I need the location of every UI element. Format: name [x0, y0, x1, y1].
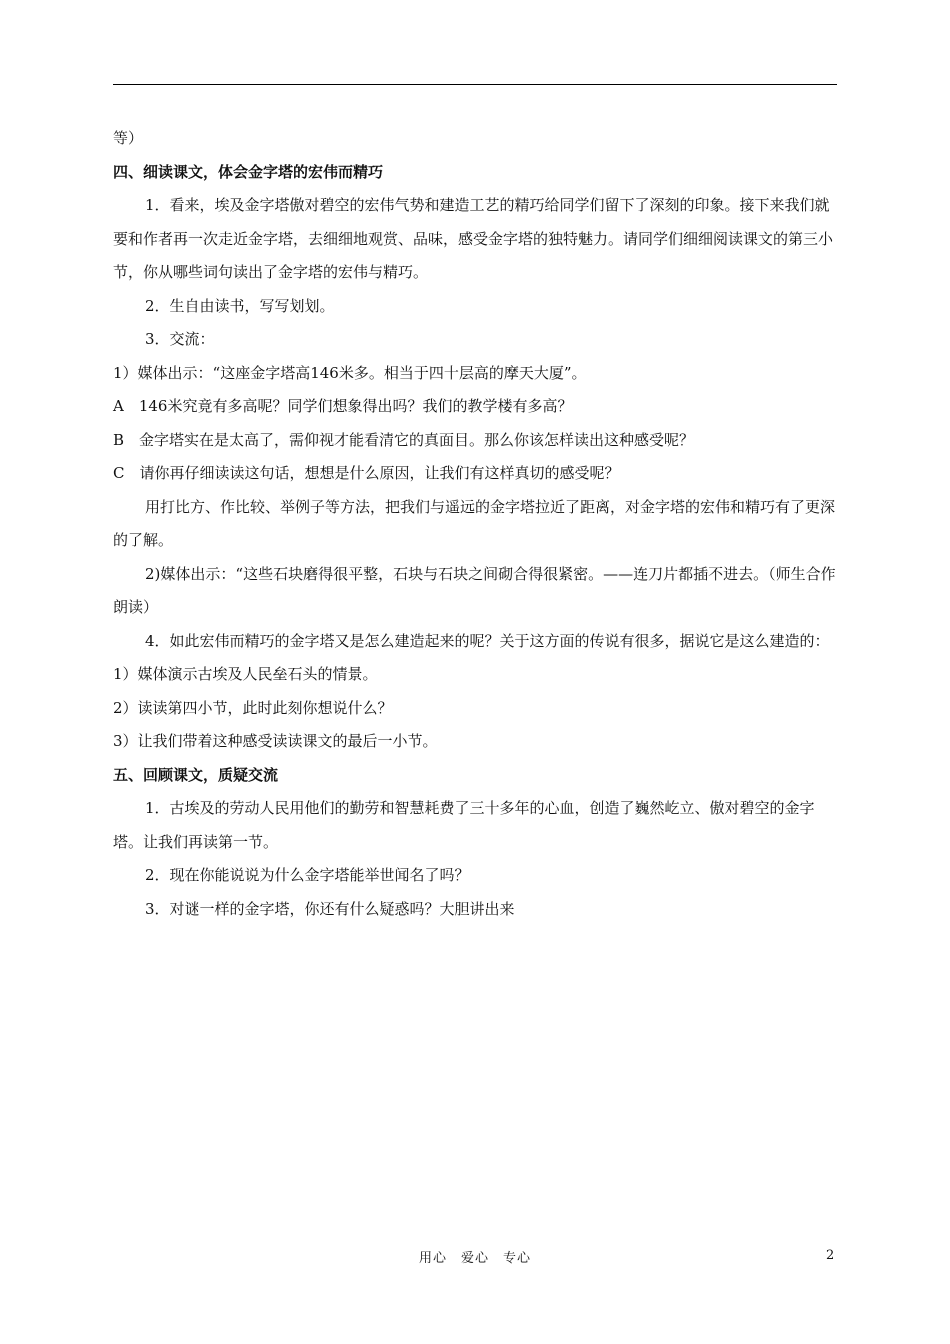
paragraph-media-1: 1）媒体出示：“这座金字塔高146米多。相当于四十层高的摩天大厦”。 — [113, 363, 587, 382]
paragraph-media-2: 2)媒体出示：“这些石块磨得很平整，石块与石块之间砌合得很紧密。——连刀片都插不进去。（师生合作朗读） — [113, 564, 836, 616]
paragraph-review-1: 1．古埃及的劳动人民用他们的勤劳和智慧耗费了三十多年的心血，创造了巍然屹立、傲对碧空的金字塔。让我们再读第一节。 — [113, 799, 815, 851]
section-heading-five: 五、回顾课文，质疑交流 — [113, 765, 279, 784]
header-rule — [113, 84, 837, 85]
paragraph-review-3: 3．对谜一样的金字塔，你还有什么疑惑吗？大胆讲出来 — [145, 899, 515, 918]
paragraph-step-4: 4．如此宏伟而精巧的金字塔又是怎么建造起来的呢？关于这方面的传说有很多，据说它是这么建造的： — [145, 631, 830, 650]
page-number: 2 — [826, 1248, 835, 1263]
paragraph-step-3: 3．交流： — [145, 330, 215, 348]
paragraph-step-2: 2．生自由读书，写写划划。 — [145, 296, 335, 315]
paragraph-item-c: C 请你再仔细读读这句话，想想是什么原因，让我们有这样真切的感受呢？ — [113, 464, 620, 482]
paragraph-review-2: 2．现在你能说说为什么金字塔能举世闻名了吗？ — [145, 866, 470, 884]
paragraph-summary: 用打比方、作比较、举例子等方法，把我们与遥远的金字塔拉近了距离，对金字塔的宏伟和精巧有了更深的了解。 — [113, 497, 836, 549]
footer-motto: 用心 爱心 专心 — [418, 1251, 531, 1266]
paragraph-item-b: B 金字塔实在是太高了，需仰视才能看清它的真面目。那么你该怎样读出这种感受呢？ — [113, 430, 695, 449]
section-heading-four: 四、细读课文，体会金字塔的宏伟而精巧 — [113, 162, 384, 181]
paragraph-sub-2: 2）读读第四小节，此时此刻你想说什么？ — [113, 698, 393, 717]
paragraph-sub-1: 1）媒体演示古埃及人民垒石头的情景。 — [113, 665, 378, 683]
document-body — [113, 122, 837, 926]
paragraph-step-1: 1．看来，埃及金字塔傲对碧空的宏伟气势和建造工艺的精巧给同学们留下了深刻的印象。接下来我们就要和作者再一次走近金字塔，去细细地观赏、品味，感受金字塔的独特魅力。请同学们细细阅读课文的第三小节，你从哪些词句读出了金字塔的宏伟与精巧。 — [113, 196, 834, 281]
paragraph-sub-3: 3）让我们带着这种感受读读课文的最后一小节。 — [113, 732, 438, 750]
paragraph-continuation: 等） — [113, 129, 144, 147]
paragraph-item-a: A 146米究竟有多高呢？同学们想象得出吗？我们的教学楼有多高？ — [113, 397, 573, 415]
